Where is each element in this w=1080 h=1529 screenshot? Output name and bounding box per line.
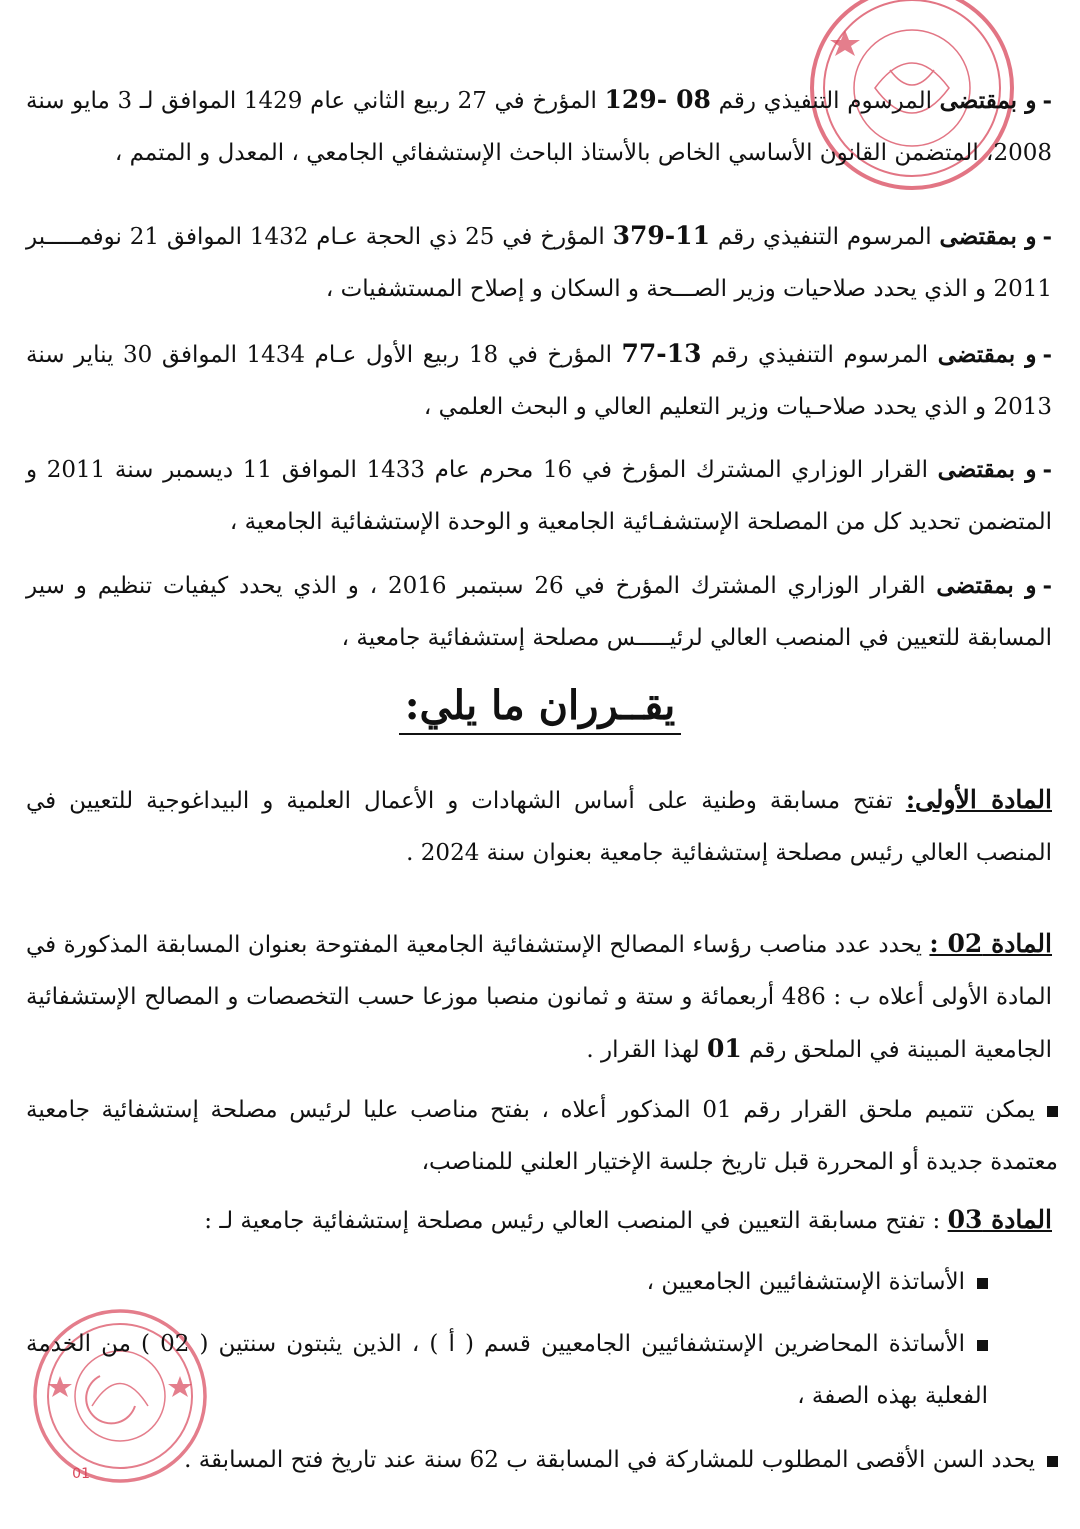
article-3-bullet-text: الأساتذة الإستشفائيين الجامعيين ، xyxy=(646,1269,965,1295)
article-3 xyxy=(26,1194,1052,1247)
article-1-title: المادة الأولى: xyxy=(905,785,1052,814)
preamble-keyword: و بمقتضى xyxy=(937,341,1037,368)
preamble-text: القرار الوزاري المشترك المؤرخ في 16 محرم عام 1433 الموافق 11 ديسمبر سنة 2011 و المتضمن تحديد كل من المصلحة الإستشفـائية الجامعية و الوحدة الإستشفائية الجامعية ، xyxy=(26,457,1052,535)
article-3-bullet-2 xyxy=(26,1318,988,1422)
preamble-paragraph-3: -و بمقتضى المرسوم التنفيذي رقم 13-77 المؤرخ في 18 ربيع الأول عـام 1434 الموافق 30 يناير سنة 2013 و الذي يحدد صلاحـيات وزير التعليم العالي و البحث العلمي ، xyxy=(26,339,1053,420)
preamble-keyword: و بمقتضى xyxy=(936,572,1037,599)
preamble-text: القرار الوزاري المشترك المؤرخ في 26 سبتمبر 2016 ، و الذي يحدد كيفيات تنظيم و سير المسابقة للتعيين في المنصب العالي لرئيـــــس مصلحة إستشفائية جامعية ، xyxy=(26,573,1052,651)
preamble-keyword: و بمقتضى xyxy=(939,87,1037,114)
decree-number: 13-77 xyxy=(621,339,702,368)
decision-heading xyxy=(0,682,1080,729)
preamble-paragraph-4: -و بمقتضى القرار الوزاري المشترك المؤرخ في 16 محرم عام 1433 الموافق 11 ديسمبر سنة 2011 و المتضمن تحديد كل من المصلحة الإستشفـائية الجامعية و الوحدة الإستشفائية الجامعية ، xyxy=(26,456,1052,535)
decree-number: 11-379 xyxy=(612,221,710,250)
article-3-title: المادة 03 xyxy=(947,1205,1052,1234)
article-1 xyxy=(26,774,1052,879)
article-3-bullet-text: يحدد السن الأقصى المطلوب للمشاركة في المسابقة ب 62 سنة عند تاريخ فتح المسابقة . xyxy=(184,1447,1035,1473)
article-3-bullet-text: الأساتذة المحاضرين الإستشفائيين الجامعيين قسم ( أ ) ، الذين يثبتون سنتين ( 02 ) من الخدمة الفعلية بهذه الصفة ، xyxy=(26,1331,988,1409)
decree-number: 08 -129 xyxy=(604,85,711,114)
article-2-bullet-text: يمكن تتميم ملحق القرار رقم 01 المذكور أعلاه ، بفتح مناصب عليا لرئيس مصلحة إستشفائية جامعية معتمدة جديدة أو المحررة قبل تاريخ جلسة الإختيار العلني للمناصب، xyxy=(26,1097,1058,1175)
preamble-paragraph-5: -و بمقتضى القرار الوزاري المشترك المؤرخ في 26 سبتمبر 2016 ، و الذي يحدد كيفيات تنظيم و سير المسابقة للتعيين في المنصب العالي لرئيـــــس مصلحة إستشفائية جامعية ، xyxy=(26,572,1052,651)
article-1-text: تفتح مسابقة وطنية على أساس الشهادات و الأعمال العلمية و البيداغوجية للتعيين في المنصب العالي رئيس مصلحة إستشفائية جامعية بعنوان سنة 2024 . xyxy=(26,788,1052,866)
preamble-keyword: و بمقتضى xyxy=(939,223,1037,250)
square-bullet-icon xyxy=(1047,1456,1058,1467)
preamble-text: المؤرخ في 18 ربيع الأول عـام 1434 الموافق 30 يناير سنة 2013 و الذي يحدد صلاحـيات وزير التعليم العالي و البحث العلمي ، xyxy=(26,342,1052,420)
square-bullet-icon xyxy=(1047,1106,1058,1117)
preamble-text: المرسوم التنفيذي رقم xyxy=(717,224,932,250)
article-2-text: لهذا القرار . xyxy=(586,1037,700,1063)
preamble-text: المؤرخ في 27 ربيع الثاني عام 1429 الموافق لـ 3 مايو سنة 2008، المتضمن القانون الأساسي الخاص بالأستاذ الباحث الإستشفائي الجامعي ، المعدل و المتمم ، xyxy=(26,88,1052,166)
square-bullet-icon xyxy=(977,1278,988,1289)
article-3-bullet-3 xyxy=(26,1434,1058,1486)
square-bullet-icon xyxy=(977,1340,988,1351)
preamble-text: المؤرخ في 25 ذي الحجة عـام 1432 الموافق 21 نوفمـــــبر 2011 و الذي يحدد صلاحيات وزير الصـــحة و السكان و إصلاح المستشفيات ، xyxy=(26,224,1052,302)
article-3-text: : تفتح مسابقة التعيين في المنصب العالي رئيس مصلحة إستشفائية جامعية لـ : xyxy=(204,1208,941,1234)
preamble-keyword: و بمقتضى xyxy=(937,456,1037,483)
preamble-paragraph-2: -و بمقتضى المرسوم التنفيذي رقم 11-379 المؤرخ في 25 ذي الحجة عـام 1432 الموافق 21 نوفمـــــبر 2011 و الذي يحدد صلاحيات وزير الصـــحة و السكان و إصلاح المستشفيات ، xyxy=(26,221,1053,302)
article-2-text: يحدد عدد مناصب رؤساء المصالح الإستشفائية الجامعية المفتوحة بعنوان المسابقة المذكورة في المادة الأولى أعلاه ب : 486 أربعمائة و ستة و ثمانون منصبا موزعا حسب التخصصات و المصالح الإستشفائية الجامعية المبينة في الملحق رقم xyxy=(26,932,1052,1063)
article-3-bullet-1 xyxy=(26,1256,988,1308)
preamble-paragraph-1: -و بمقتضى المرسوم التنفيذي رقم 08 -129 المؤرخ في 27 ربيع الثاني عام 1429 الموافق لـ 3 مايو سنة 2008، المتضمن القانون الأساسي الخاص بالأستاذ الباحث الإستشفائي الجامعي ، المعدل و المتمم ، xyxy=(26,85,1053,166)
seal-number: 01 xyxy=(72,1466,90,1482)
preamble-text: المرسوم التنفيذي رقم xyxy=(711,342,929,368)
article-2-title: المادة 02 : xyxy=(929,929,1052,958)
article-2-bullet xyxy=(26,1084,1058,1188)
annex-number: 01 xyxy=(706,1034,742,1063)
decision-heading-text: يقــرران ما يلي: xyxy=(399,682,682,735)
preamble-text: المرسوم التنفيذي رقم xyxy=(718,88,932,114)
article-2 xyxy=(26,918,1052,1076)
